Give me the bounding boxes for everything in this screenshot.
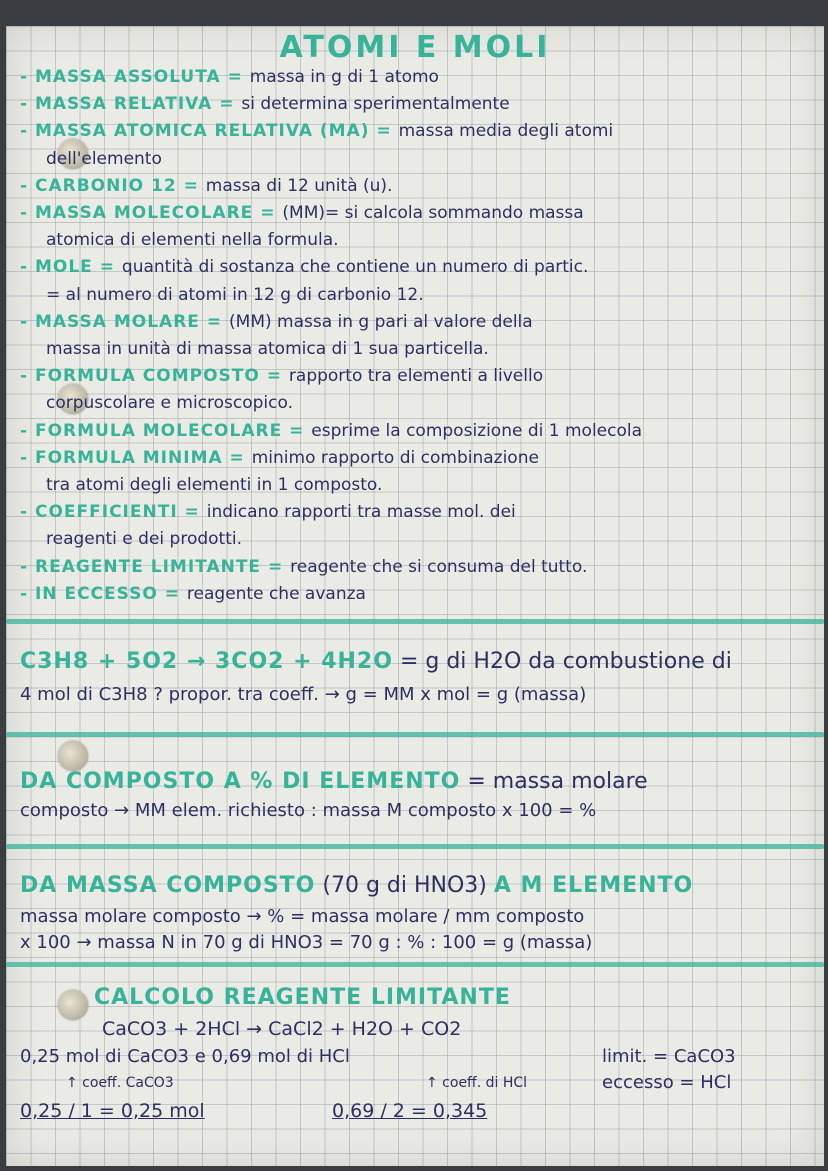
definition-row	[20, 583, 820, 605]
percent-heading-rest: = massa molare	[467, 769, 648, 794]
equals-sign: =	[157, 583, 187, 604]
equals-sign: =	[222, 447, 252, 468]
bullet-dash: -	[20, 366, 35, 387]
definition-row	[46, 229, 824, 251]
mass-element-heading-mid: (70 g di HNO3)	[322, 873, 487, 898]
definition-term: IN ECCESSO	[34, 583, 158, 604]
equals-sign: =	[282, 420, 312, 441]
section-divider	[6, 732, 824, 737]
limiting-result-1: limit. = CaCO3	[602, 1046, 736, 1067]
definition-row	[20, 175, 820, 197]
definition-row	[46, 528, 824, 550]
mass-element-heading-line	[20, 872, 820, 900]
definition-term: FORMULA COMPOSTO	[34, 366, 260, 387]
definition-term: MASSA RELATIVA	[34, 94, 213, 115]
bullet-dash: -	[20, 203, 35, 223]
limiting-calc-1: 0,25 / 1 = 0,25 mol	[20, 1100, 205, 1122]
definition-term: COEFFICIENTI	[34, 502, 178, 523]
definition-row	[46, 338, 824, 360]
limiting-line-2: 0,25 mol di CaCO3 e 0,69 mol di HCl	[20, 1046, 350, 1067]
binder-hole	[58, 741, 88, 771]
definition-text: = al numero di atomi in 12 g di carbonio 12.	[46, 284, 424, 305]
definition-row	[46, 392, 824, 414]
definition-term: REAGENTE LIMITANTE	[34, 556, 262, 577]
definition-term: FORMULA MINIMA	[34, 447, 223, 468]
definition-row	[20, 447, 820, 469]
equals-sign: =	[261, 556, 291, 577]
bullet-dash: -	[20, 121, 35, 142]
definition-row	[20, 420, 820, 442]
mass-element-heading-end: A M ELEMENTO	[493, 873, 694, 898]
equals-sign: =	[92, 257, 122, 278]
percent-heading: DA COMPOSTO A % DI ELEMENTO	[20, 769, 461, 794]
combustion-question: = g di H2O da combustione di	[399, 649, 732, 674]
definition-row	[20, 202, 820, 224]
bullet-dash: -	[20, 502, 35, 523]
limiting-calc-2: 0,69 / 2 = 0,345	[332, 1100, 488, 1122]
definition-row	[20, 365, 820, 387]
bullet-dash: -	[20, 583, 35, 604]
equals-sign: =	[176, 175, 206, 196]
definition-text: reagente che si consuma del tutto.	[290, 556, 588, 577]
bullet-dash: -	[20, 556, 35, 577]
definition-text: rapporto tra elementi a livello	[288, 366, 544, 387]
definition-term: MASSA ATOMICA RELATIVA (MA)	[34, 121, 370, 142]
bullet-dash: -	[20, 175, 35, 196]
definition-row	[20, 311, 820, 333]
bullet-dash: -	[20, 257, 35, 278]
percent-heading-line	[20, 768, 820, 796]
definition-term: MASSA ASSOLUTA	[34, 67, 221, 87]
definition-row	[20, 556, 820, 578]
equals-sign: =	[369, 121, 399, 142]
definition-term: MASSA MOLARE	[34, 311, 200, 332]
equals-sign: =	[212, 94, 242, 115]
combustion-line-2: 4 mol di C3H8 ? propor. tra coeff. → g = MM x mol = g (massa)	[20, 684, 587, 705]
limiting-heading: CALCOLO REAGENTE LIMITANTE	[94, 985, 511, 1010]
limiting-coeff-note-2: ↑ coeff. di HCl	[426, 1075, 528, 1091]
bullet-dash: -	[20, 67, 35, 87]
definition-text: atomica di elementi nella formula.	[46, 230, 339, 251]
definition-text: massa di 12 unità (u).	[205, 175, 393, 196]
definition-text: dell'elemento	[46, 148, 162, 169]
combustion-equation: C3H8 + 5O2 → 3CO2 + 4H2O	[20, 649, 393, 674]
equals-sign: =	[199, 311, 230, 332]
definition-row	[20, 66, 820, 88]
definition-text: reagente che avanza	[186, 583, 366, 604]
definition-row	[20, 501, 820, 523]
definition-text: reagenti e dei prodotti.	[46, 529, 243, 550]
equals-sign: =	[220, 67, 250, 87]
definition-text: tra atomi degli elementi in 1 composto.	[46, 475, 383, 495]
definition-term: MASSA MOLECOLARE	[34, 203, 254, 223]
notebook-page	[6, 26, 824, 1166]
definition-row	[46, 284, 824, 306]
equals-sign: =	[177, 502, 207, 523]
definition-row	[20, 256, 820, 278]
definition-row	[46, 148, 824, 170]
mass-element-heading: DA MASSA COMPOSTO	[20, 873, 316, 898]
equals-sign: =	[259, 366, 289, 387]
definition-term: FORMULA MOLECOLARE	[34, 420, 283, 441]
binder-hole	[58, 990, 88, 1020]
bullet-dash: -	[20, 420, 35, 441]
limiting-equation: CaCO3 + 2HCl → CaCl2 + H2O + CO2	[102, 1018, 462, 1040]
definition-row	[20, 120, 820, 142]
definition-text: corpuscolare e microscopico.	[46, 393, 294, 414]
bullet-dash: -	[20, 447, 35, 468]
combustion-line-1	[20, 648, 820, 676]
definition-row	[46, 474, 824, 496]
section-divider	[6, 962, 824, 967]
page-title: ATOMI E MOLI	[279, 30, 551, 65]
percent-line-2: composto → MM elem. richiesto : massa M composto x 100 = %	[20, 800, 597, 821]
definition-text: esprime la composizione di 1 molecola	[311, 420, 643, 441]
equals-sign: =	[253, 203, 283, 223]
bullet-dash: -	[20, 94, 35, 115]
definition-text: indicano rapporti tra masse mol. dei	[206, 502, 516, 523]
bullet-dash: -	[20, 311, 35, 332]
definition-text: (MM)= si calcola sommando massa	[282, 203, 584, 223]
mass-element-line-2: massa molare composto → % = massa molare / mm composto	[20, 906, 585, 927]
definition-text: si determina sperimentalmente	[241, 94, 510, 115]
definition-text: minimo rapporto di combinazione	[251, 447, 539, 468]
limiting-coeff-note: ↑ coeff. CaCO3	[66, 1075, 174, 1091]
definition-term: CARBONIO 12	[34, 175, 177, 196]
section-divider	[6, 619, 824, 624]
definition-row	[20, 93, 820, 115]
definition-text: quantità di sostanza che contiene un numero di partic.	[121, 257, 589, 278]
mass-element-line-3: x 100 → massa N in 70 g di HNO3 = 70 g : % : 100 = g (massa)	[20, 932, 593, 953]
definition-text: massa media degli atomi	[398, 121, 614, 142]
definition-term: MOLE	[34, 257, 93, 278]
definition-text: massa in g di 1 atomo	[249, 67, 439, 87]
section-divider	[6, 844, 824, 849]
definition-text: massa in unità di massa atomica di 1 sua particella.	[46, 339, 489, 359]
definition-text: (MM) massa in g pari al valore della	[229, 311, 533, 332]
limiting-result-2: eccesso = HCl	[602, 1072, 732, 1093]
